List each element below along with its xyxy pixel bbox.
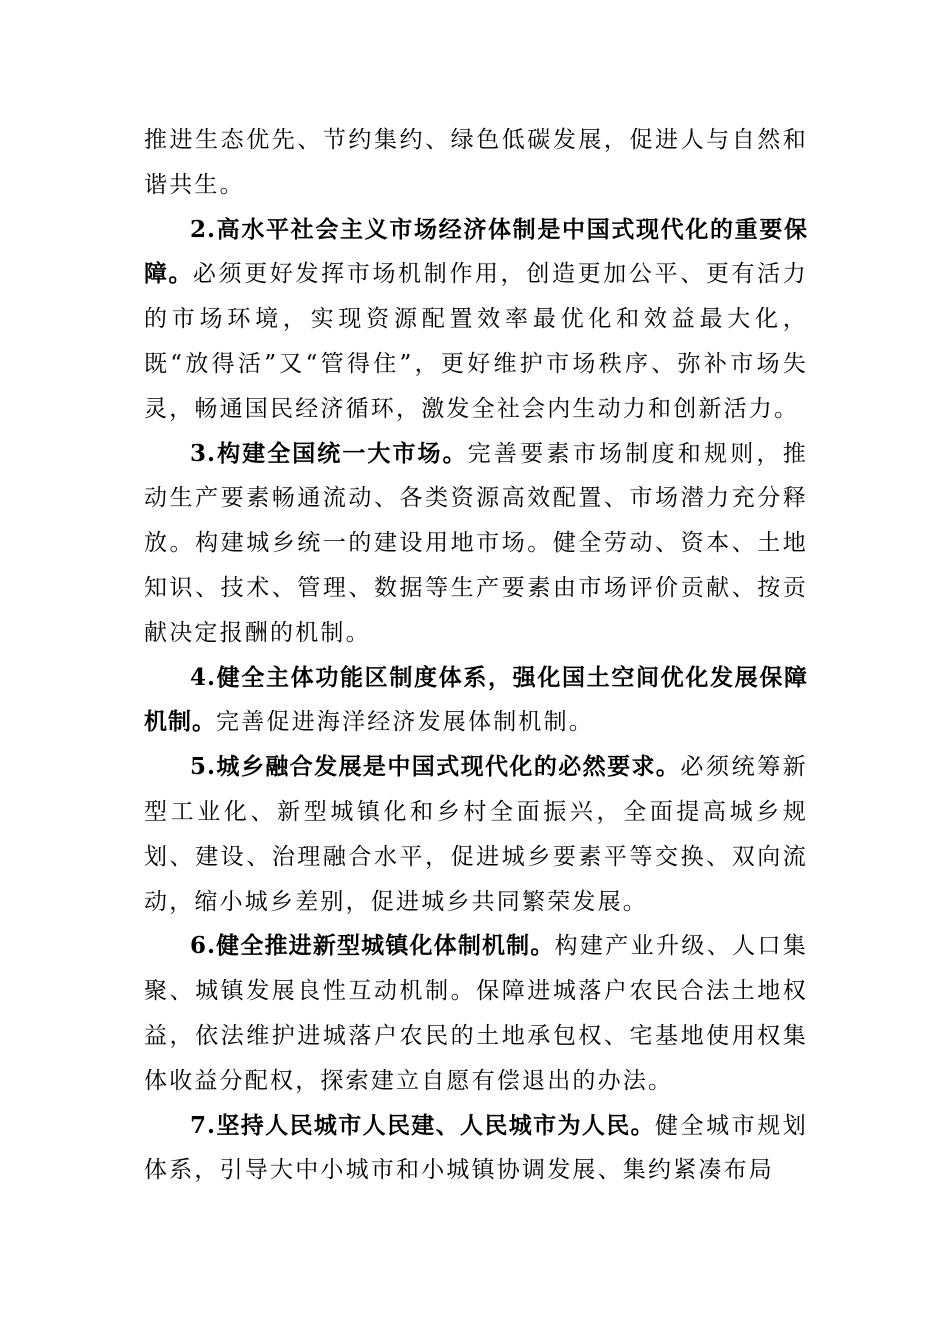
paragraph-1-body: 推进生态优先、节约集约、绿色低碳发展，促进人与自然和谐共生。: [144, 127, 808, 198]
document-page: [144, 118, 808, 1193]
paragraph-6-heading: 6.健全推进新型城镇化体制机制。: [190, 932, 555, 960]
paragraph-6: [144, 924, 808, 1103]
paragraph-5: [144, 745, 808, 924]
paragraph-2-body: 必须更好发挥市场机制作用，创造更加公平、更有活力的市场环境，实现资源配置效率最优化和效益最大化，既“放得活”又“管得住”，更好维护市场秩序、弥补市场失灵，畅通国民经济循环，激发全社会内生动力和创新活力。: [144, 261, 808, 422]
paragraph-4-body: 完善促进海洋经济发展体制机制。: [216, 709, 594, 736]
paragraph-5-heading: 5.城乡融合发展是中国式现代化的必然要求。: [190, 753, 681, 781]
paragraph-1: [144, 118, 808, 208]
paragraph-2: [144, 208, 808, 432]
paragraph-4-heading: 4.健全主体功能区制度体系，强化国土空间优化发展保障机制。: [144, 663, 808, 736]
paragraph-2-heading: 2.高水平社会主义市场经济体制是中国式现代化的重要保障。: [144, 215, 808, 288]
paragraph-3-body: 完善要素市场制度和规则，推动生产要素畅通流动、各类资源高效配置、市场潜力充分释放。构建城乡统一的建设用地市场。健全劳动、资本、土地知识、技术、管理、数据等生产要素由市场评价贡献、按贡献决定报酬的机制。: [144, 440, 808, 646]
paragraph-7: [144, 1104, 808, 1194]
paragraph-7-body: 健全城市规划体系，引导大中小城市和小城镇协调发展、集约紧凑布局: [144, 1112, 808, 1184]
paragraph-7-heading: 7.坚持人民城市人民建、人民城市为人民。: [190, 1111, 655, 1139]
paragraph-4: [144, 656, 808, 746]
paragraph-3-heading: 3.构建全国统一大市场。: [190, 439, 468, 467]
paragraph-3: [144, 432, 808, 656]
paragraph-6-body: 构建产业升级、人口集聚、城镇发展良性互动机制。保障进城落户农民合法土地权益，依法维护进城落户农民的土地承包权、宅基地使用权集体收益分配权，探索建立自愿有偿退出的办法。: [144, 933, 809, 1094]
paragraph-5-body: 必须统筹新型工业化、新型城镇化和乡村全面振兴，全面提高城乡规划、建设、治理融合水平，促进城乡要素平等交换、双向流动，缩小城乡差别，促进城乡共同繁荣发展。: [144, 754, 809, 915]
